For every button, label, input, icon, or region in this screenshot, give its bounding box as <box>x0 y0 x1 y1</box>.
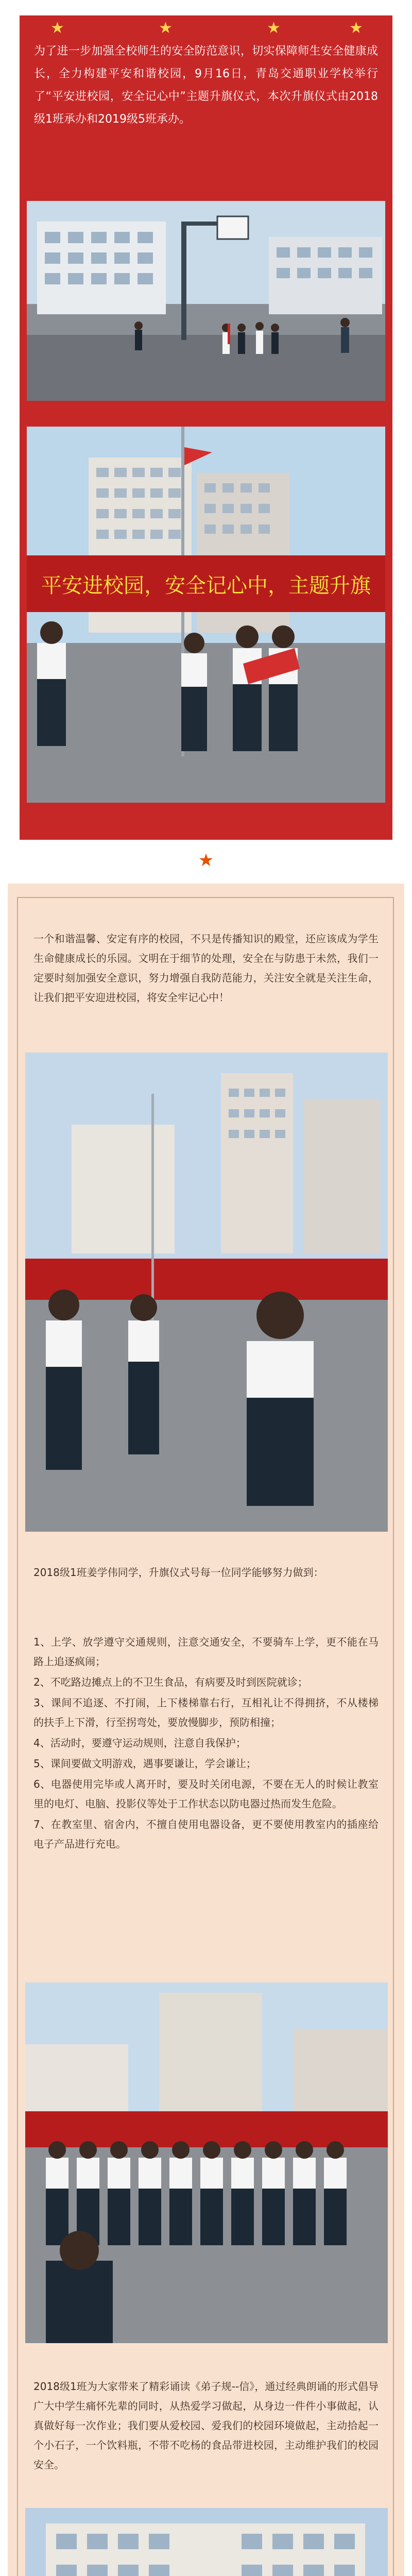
ceremony-photo-flag-raising <box>27 427 385 803</box>
flag-guard-photo <box>25 1053 388 1532</box>
star-icon: ★ <box>50 19 64 37</box>
body-paragraph-3: 2018级1班为大家带来了精彩诵读《弟子规--信》，通过经典朗诵的形式倡导广大中学生痛怀先辈的同时，从热爱学习做起，从身边一件件小事做起，认真做好每一次作业；我们要从爱校园、爱我们的校园环境做起，主动拾起一个小石子，一个饮料瓶，不带不吃杨的食品带进校园，主动维护我们的校园安全。 <box>33 2380 379 2471</box>
article-body-panel <box>8 884 404 2576</box>
safety-rule-item: 4、活动时，要遵守运动规则，注意自我保护； <box>33 1737 246 1749</box>
star-icon: ★ <box>349 19 363 37</box>
intro-paragraph: 为了进一步加强全校师生的安全防范意识，切实保障师生安全健康成长，全力构建平安和谐校园，9月16日，青岛交通职业学校举行了“平安进校园，安全记心中”主题升旗仪式，本次升旗仪式由2018级1班承办和2019级5班承办。 <box>34 45 378 126</box>
speech-ceremony-photo <box>25 2508 388 2576</box>
star-icon: ★ <box>159 19 173 37</box>
safety-rules-list <box>33 1632 379 1855</box>
star-divider-icon: ★ <box>198 850 214 871</box>
banner-slogan: 平安进校园，安全记心中，主题升旗 <box>41 574 371 598</box>
star-icon: ★ <box>267 19 281 37</box>
intro-panel <box>20 15 392 840</box>
article-body-frame <box>17 897 394 2576</box>
safety-rule-item: 6、电器使用完毕或人离开时，要及时关闭电源，不要在无人的时候让教室里的电灯、电脑、投影仪等处于工作状态以防电器过热而发生危险。 <box>33 1778 379 1810</box>
class-recitation-photo <box>25 1982 388 2343</box>
safety-rule-item: 5、课间要做文明游戏，遇事要谦让，学会谦让； <box>33 1757 256 1770</box>
safety-rule-item: 7、在教室里、宿舍内，不擅自使用电器设备，更不要使用教室内的插座给电子产品进行充电。 <box>33 1818 379 1850</box>
safety-rule-item: 3、课间不追逐、不打闹，上下楼梯靠右行，互相礼让不得拥挤，不从楼梯的扶手上下滑，行至拐弯处，要放慢脚步，预防相撞； <box>33 1697 379 1728</box>
safety-rule-item: 2、不吃路边摊点上的不卫生食品，有病要及时到医院就诊； <box>33 1676 308 1688</box>
body-paragraph-2: 2018级1班姜学伟同学，升旗仪式号每一位同学能够努力做到： <box>33 1566 324 1579</box>
ceremony-photo-assembly <box>27 201 385 401</box>
body-paragraph-1: 一个和谐温馨、安定有序的校园，不只是传播知识的殿堂，还应该成为学生生命健康成长的乐园。文明在于细节的处理，安全在与防患于未然，我们一定要时刻加强安全意识，努力增强自我防范能力，关注安全就是关注生命，让我们把平安迎进校园，将安全牢记心中！ <box>33 933 379 1004</box>
safety-rule-item: 1、上学、放学遵守交通规则，注意交通安全，不要骑车上学，更不能在马路上追逐疯闹； <box>33 1636 379 1668</box>
